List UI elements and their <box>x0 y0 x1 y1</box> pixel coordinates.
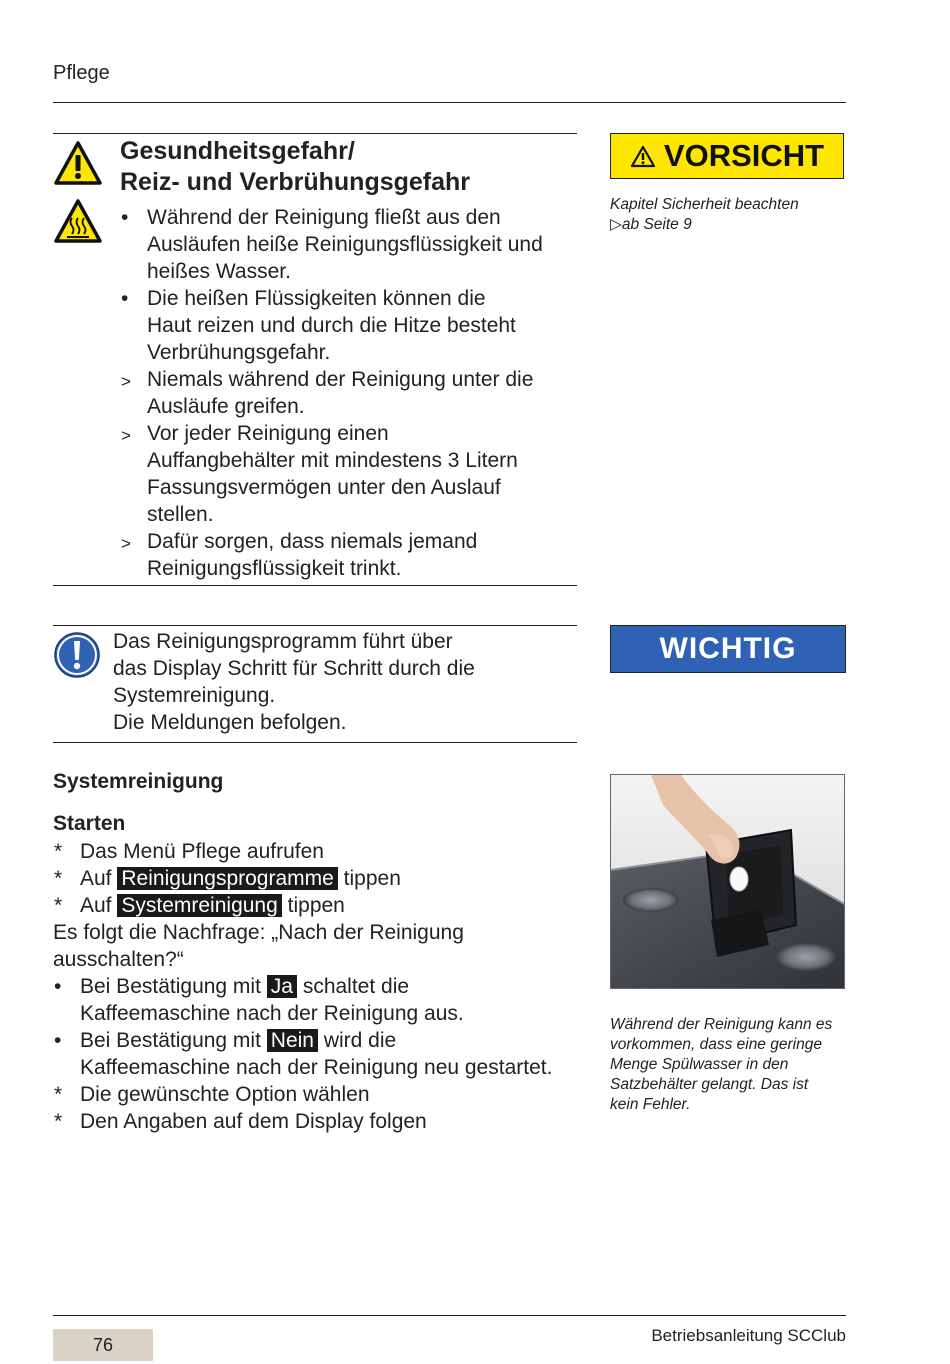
page-number: 76 <box>53 1329 153 1361</box>
header-divider <box>53 102 846 103</box>
option-item: • Bei Bestätigung mit Nein wird die Kaffeemaschine nach der Reinigung neu gestartet. <box>54 1029 553 1079</box>
action-marker: > <box>121 534 131 553</box>
cleaning-tablet-photo <box>610 774 845 989</box>
page-reference-link[interactable]: ab Seite 9 <box>621 216 692 233</box>
footer-divider <box>53 1315 846 1316</box>
vorsicht-label: VORSICHT <box>663 138 825 173</box>
step-item: * Den Angaben auf dem Display folgen <box>54 1110 427 1133</box>
photo-caption: Während der Reinigung kann es vorkommen, dass eine geringe Menge Spülwasser in den Satzbehälter gelangt. Das ist kein Fehler. <box>610 1016 833 1113</box>
wichtig-badge <box>610 625 846 673</box>
bullet-marker: • <box>121 206 129 229</box>
steps-block <box>53 838 593 1135</box>
section-header: Pflege <box>53 62 110 84</box>
arrow-right-icon: ▷ <box>610 216 622 233</box>
warning-title-line2: Reiz- und Verbrühungsgefahr <box>120 168 471 196</box>
vorsicht-caption-line2 <box>610 215 692 235</box>
vorsicht-badge <box>610 133 844 179</box>
warning-title-line1: Gesundheitsgefahr/ <box>120 137 355 165</box>
exclamation-icon <box>53 631 101 684</box>
warning-item: • Die heißen Flüssigkeiten können die Haut reizen und durch die Hitze besteht Verbrühungsgefahr. <box>121 287 516 364</box>
bullet-marker: • <box>121 287 129 310</box>
caution-icon <box>630 145 656 168</box>
info-bottom-rule <box>53 742 577 743</box>
warning-bottom-rule <box>53 585 577 586</box>
vorsicht-caption-line1: Kapitel Sicherheit beachten <box>610 196 799 213</box>
warning-list <box>121 204 581 582</box>
wichtig-label: WICHTIG <box>659 632 797 665</box>
starten-subheading: Starten <box>53 812 126 835</box>
warning-item: > Dafür sorgen, dass niemals jemand Reinigungsflüssigkeit trinkt. <box>121 530 478 580</box>
hot-surface-icon <box>53 198 103 249</box>
warning-item: > Vor jeder Reinigung einen Auffangbehälter mit mindestens 3 Litern Fassungsvermögen unter den Auslauf stellen. <box>121 422 518 526</box>
warning-item: > Niemals während der Reinigung unter die Ausläufe greifen. <box>121 368 534 418</box>
ja-button[interactable]: Ja <box>267 975 297 998</box>
action-marker: > <box>121 426 131 445</box>
option-item: • Bei Bestätigung mit Ja schaltet die Kaffeemaschine nach der Reinigung aus. <box>54 975 464 1025</box>
step-item: * Die gewünschte Option wählen <box>54 1083 370 1106</box>
systemreinigung-button[interactable]: Systemreinigung <box>117 894 281 917</box>
step-item: * Das Menü Pflege aufrufen <box>54 840 324 863</box>
warning-triangle-icon <box>53 140 103 191</box>
followup-text: Es folgt die Nachfrage: „Nach der Reinigung ausschalten?“ <box>53 921 464 971</box>
info-text: Das Reinigungsprogramm führt über das Display Schritt für Schritt durch die Systemreinigung. Die Meldungen befolgen. <box>113 630 475 734</box>
action-marker: > <box>121 372 131 391</box>
reinigungsprogramme-button[interactable]: Reinigungsprogramme <box>117 867 337 890</box>
systemreinigung-heading: Systemreinigung <box>53 770 224 793</box>
nein-button[interactable]: Nein <box>267 1029 318 1052</box>
info-top-rule <box>53 625 577 626</box>
document-title: Betriebsanleitung SCClub <box>651 1326 846 1345</box>
warning-top-rule <box>53 133 577 134</box>
step-item: * Auf Reinigungsprogramme tippen <box>54 867 401 890</box>
warning-item: • Während der Reinigung fließt aus den Ausläufen heiße Reinigungsflüssigkeit und heißes Wasser. <box>121 206 543 283</box>
step-item: * Auf Systemreinigung tippen <box>54 894 345 917</box>
